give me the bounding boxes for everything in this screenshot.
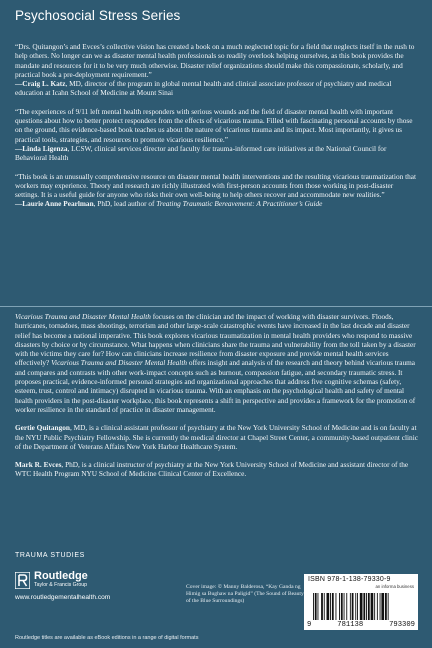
quote-author: —Laurie Anne Pearlman <box>15 199 94 209</box>
quote-attribution <box>15 79 419 98</box>
barcode-bar <box>321 593 323 620</box>
cover-image-credit: Cover image: © Manny Balderosa, “Kay Ganda ng Himig sa Bughaw na Paligid” (The Sound of Beauty of the Blue Surroundings) <box>186 584 304 605</box>
publisher-group: Taylor & Francis Group <box>34 582 88 588</box>
barcode-bar <box>357 593 358 620</box>
barcode-bar <box>339 593 340 620</box>
barcode-bar <box>388 593 389 620</box>
publisher-logo <box>15 571 165 601</box>
barcode-bar <box>355 593 356 620</box>
author-name: Mark R. Evces <box>15 460 62 470</box>
routledge-logo-icon <box>15 572 30 589</box>
barcode-bar <box>313 593 314 620</box>
barcode-bar <box>381 593 384 620</box>
ebook-note: Routledge titles are available as eBook editions in a range of digital formats <box>15 635 199 641</box>
endorsement-quote <box>15 172 419 209</box>
publisher-url[interactable]: www.routledgementalhealth.com <box>15 594 111 601</box>
publisher-wordmark <box>34 571 88 589</box>
book-title-italic: Vicarious Trauma and Disaster Mental Health <box>15 312 151 321</box>
barcode-bar <box>377 593 378 620</box>
description-text: focuses on the clinician and the impact of working with disaster survivors. Floods, hurricanes, tornadoes, mass shootings, terrorism and other large-scale catastrophic events have increased in the last decade and disaster relief has become a national imperative. This book explores vicarious traumatization in mental health providers who respond to massive disasters by choice or by circumstance. What happens when clinicians share the trauma and vulnerability from the toll taken by a disaster with the victims they care for? How can clinicians increase resilience from disaster exposure and provide mental health services effectively? <box>15 312 416 368</box>
isbn-number: ISBN 978-1-138-79330-9 <box>308 576 391 583</box>
quote-credential: , LCSW, clinical services director and faculty for trauma-informed care initiatives at the National Council for Behavioral Health <box>15 143 387 163</box>
author-name: Gertie Quitangon <box>15 423 70 433</box>
barcode-bar <box>318 593 319 620</box>
barcode-bar <box>332 593 334 620</box>
quote-attribution <box>15 144 419 163</box>
description-text: offers insight and analysis of the research and theory behind vicarious trauma and compares and contrasts with other work-impact concepts such as burnout, compassion fatigue, and secondary traumatic stress. It proposes practical, evidence-informed personal strategies and organizational approaches that address five cognitive schemas (safety, esteem, trust, control and intimacy) disrupted in vicarious trauma. With an emphasis on the psychological health and safety of mental health providers in the post-disaster workplace, this book represents a shift in perspective and provides a framework for the promotion of worker resilience in the standard of practice in disaster management. <box>15 358 416 414</box>
barcode-digit-first: 9 <box>307 621 312 629</box>
author-bio <box>15 423 419 451</box>
quote-author: —Craig L. Katz <box>15 79 66 89</box>
author-bio <box>15 460 419 479</box>
quote-attribution <box>15 199 419 208</box>
endorsement-quote <box>15 42 419 98</box>
endorsements <box>15 42 419 218</box>
author-bio-text: , MD, is a clinical assistant professor of psychiatry at the New York University School of Medicine and is on faculty at the NYU Public Psychiatry Fellowship. She is currently the medical director at Chapel Street Center, a community-based outpatient clinic of the Department of Veterans Affairs New York Harbor Healthcare System. <box>15 423 418 451</box>
quote-credential: , PhD, lead author of <box>93 199 157 209</box>
isbn-barcode-box <box>304 574 418 630</box>
barcode-bar <box>360 593 363 620</box>
quote-text: “This book is an unusually comprehensive resource on disaster mental health interventions and the resulting vicarious traumatization that workers may experience. Theory and research are richly illustrated with first-person accounts from those working in post-disaster settings. It is a useful guide for anyone who risks their own well-being to help others recover and accommodate new realities.” <box>15 171 417 200</box>
barcode-bar <box>368 593 370 620</box>
barcode-bar <box>385 593 387 620</box>
barcode-bar <box>324 593 325 620</box>
barcode-bar <box>336 593 337 620</box>
informa-tagline: an informa business <box>375 584 414 589</box>
section-divider <box>0 306 432 307</box>
author-bio-text: , PhD, is a clinical instructor of psychiatry at the New York University School of Medicine and assistant director of the WTC Health Program NYU School of Medicine Clinical Center of Excellence. <box>15 460 409 479</box>
barcode-bar <box>346 593 347 620</box>
series-title: Psychosocial Stress Series <box>15 8 181 23</box>
barcode-bar <box>366 593 367 620</box>
publisher-logo-row <box>15 571 165 589</box>
quote-text: “Drs. Quitangon’s and Evces’s collective vision has created a book on a much neglected topic for a field that neglects itself in the rush to help others. No longer can we as disaster mental health professionals so readily overlook helping ourselves, as this book provides the mandate and resources for it to be very much otherwise. Disaster relief organizations should make this compassionate, scholarly, and practical book a pre-deployment requirement.” <box>15 42 415 79</box>
barcode-bar <box>363 593 365 620</box>
barcode-bar <box>371 593 374 620</box>
informa-imprint <box>376 585 414 590</box>
barcode-bar <box>330 593 331 620</box>
endorsement-quote <box>15 107 419 163</box>
barcode-digit-group: 781138 <box>337 621 364 629</box>
subject-category: TRAUMA STUDIES <box>15 552 85 559</box>
barcode-bar <box>341 593 343 620</box>
barcode-icon <box>307 593 415 621</box>
book-description <box>15 312 419 488</box>
book-title-italic: Vicarious Trauma and Disaster Mental Health <box>51 358 187 368</box>
barcode-digits <box>307 621 415 629</box>
barcode-bar <box>350 593 351 620</box>
barcode-bar <box>352 593 354 620</box>
barcode-bar <box>315 593 317 620</box>
barcode-digit-group: 793309 <box>389 621 415 629</box>
publisher-name: Routledge <box>34 570 88 582</box>
quote-work-title: Treating Traumatic Bereavement: A Practitioner’s Guide <box>156 199 323 209</box>
barcode-bar <box>344 593 345 620</box>
description-paragraph <box>15 312 419 414</box>
quote-text: “The experiences of 9/11 left mental health responders with serious wounds and the field of disaster mental health with important questions about how to better protect responders from the effects of vicarious trauma. Filled with fascinating personal accounts by those on the ground, this evidence-based book teaches us about the nature of vicarious trauma and its impact. Most importantly, it gives us practical tools, strategies, and resources to promote vicarious resilience.” <box>15 106 413 144</box>
barcode-bar <box>327 593 330 620</box>
quote-author: —Linda Ligenza <box>15 143 68 153</box>
barcode-bar <box>380 593 381 620</box>
quote-credential: , MD, director of the program in global mental health and clinical associate professor of psychiatry and medical education at Icahn School of Medicine at Mount Sinai <box>15 79 392 98</box>
barcode-bar <box>374 593 375 620</box>
